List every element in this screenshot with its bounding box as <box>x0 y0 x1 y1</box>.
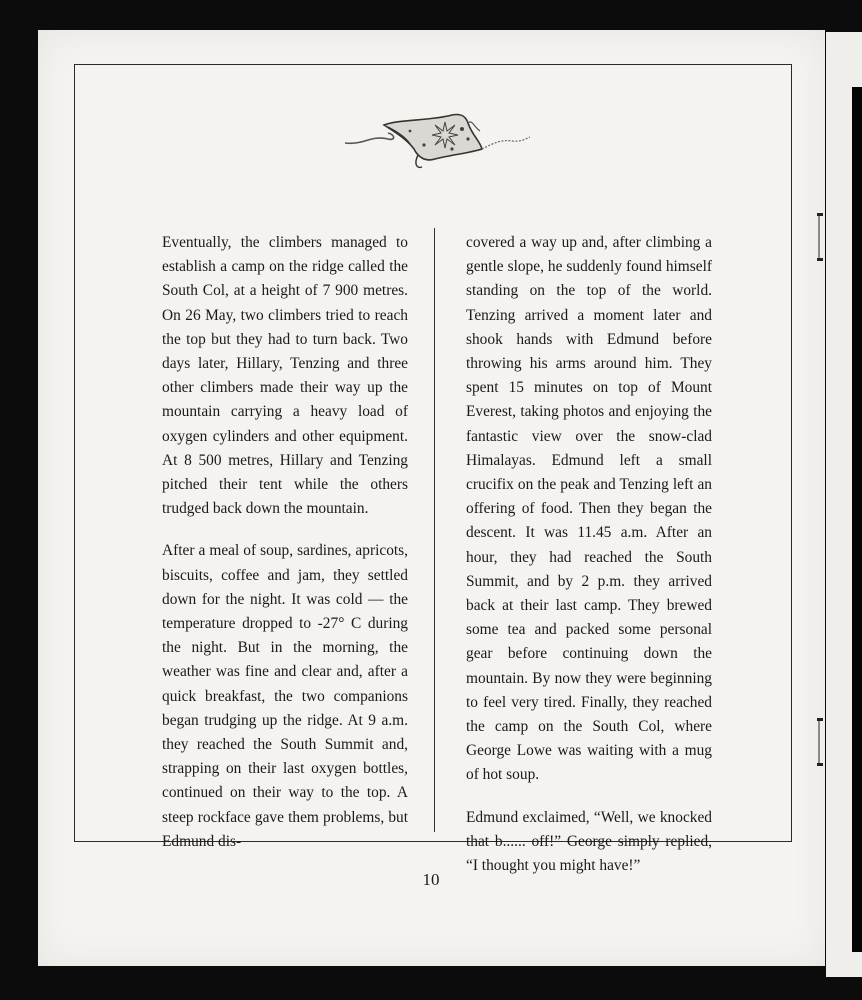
right-text-column <box>466 231 712 896</box>
paragraph-night: After a meal of soup, sardines, apricots, biscuits, coffee and jam, they settled down for the night. It was cold — the temperature dropped to -27° C during the night. But in the morning, the weather was fine and clear and, after a quick breakfast, the two companions began trudging up the ridge. At 9 a.m. they reached the South Summit and, strapping on their last oxygen bottles, continued on their way to the top. A steep rockface gave them problems, but Edmund dis- <box>162 542 408 850</box>
paragraph-quote: Edmund exclaimed, “Well, we knocked that b...... off!” George simply replied, “I thought you might have!” <box>466 808 712 875</box>
staple-top <box>818 213 826 261</box>
column-divider <box>434 228 435 832</box>
paragraph-camp: Eventually, the climbers managed to establish a camp on the ridge called the South Col, at a height of 7 900 metres. On 26 May, two climbers tried to reach the top but they had to turn back. Two days later, Hillary, Tenzing and three other climbers made their way up the mountain carrying a heavy load of oxygen cylinders and other equipment. At 8 500 metres, Hillary and Tenzing pitched their tent while the others trudged back down the mountain. <box>162 234 408 518</box>
page-number: 10 <box>422 870 440 889</box>
staple-bottom <box>818 718 826 766</box>
pouch-ornament-illustration <box>340 105 530 175</box>
adjacent-page-edge <box>826 32 862 977</box>
left-text-column <box>162 231 408 872</box>
paragraph-summit: covered a way up and, after climbing a gentle slope, he suddenly found himself standing on the top of the world. Tenzing arrived a moment later and shook hands with Edmund before throwing his arms around him. They spent 15 minutes on top of Mount Everest, taking photos and enjoying the fantastic view over the snow-clad Himalayas. Edmund left a small crucifix on the peak and Tenzing left an offering of food. Then they began the descent. It was 11.45 a.m. After an hour, they had reached the South Summit, and by 2 p.m. they arrived back at their last camp. They brewed some tea and packed some personal gear before continuing down the mountain. By now they were beginning to feel very tired. Finally, they reached the camp on the South Col, where George Lowe was waiting with a mug of hot soup. <box>466 234 712 784</box>
